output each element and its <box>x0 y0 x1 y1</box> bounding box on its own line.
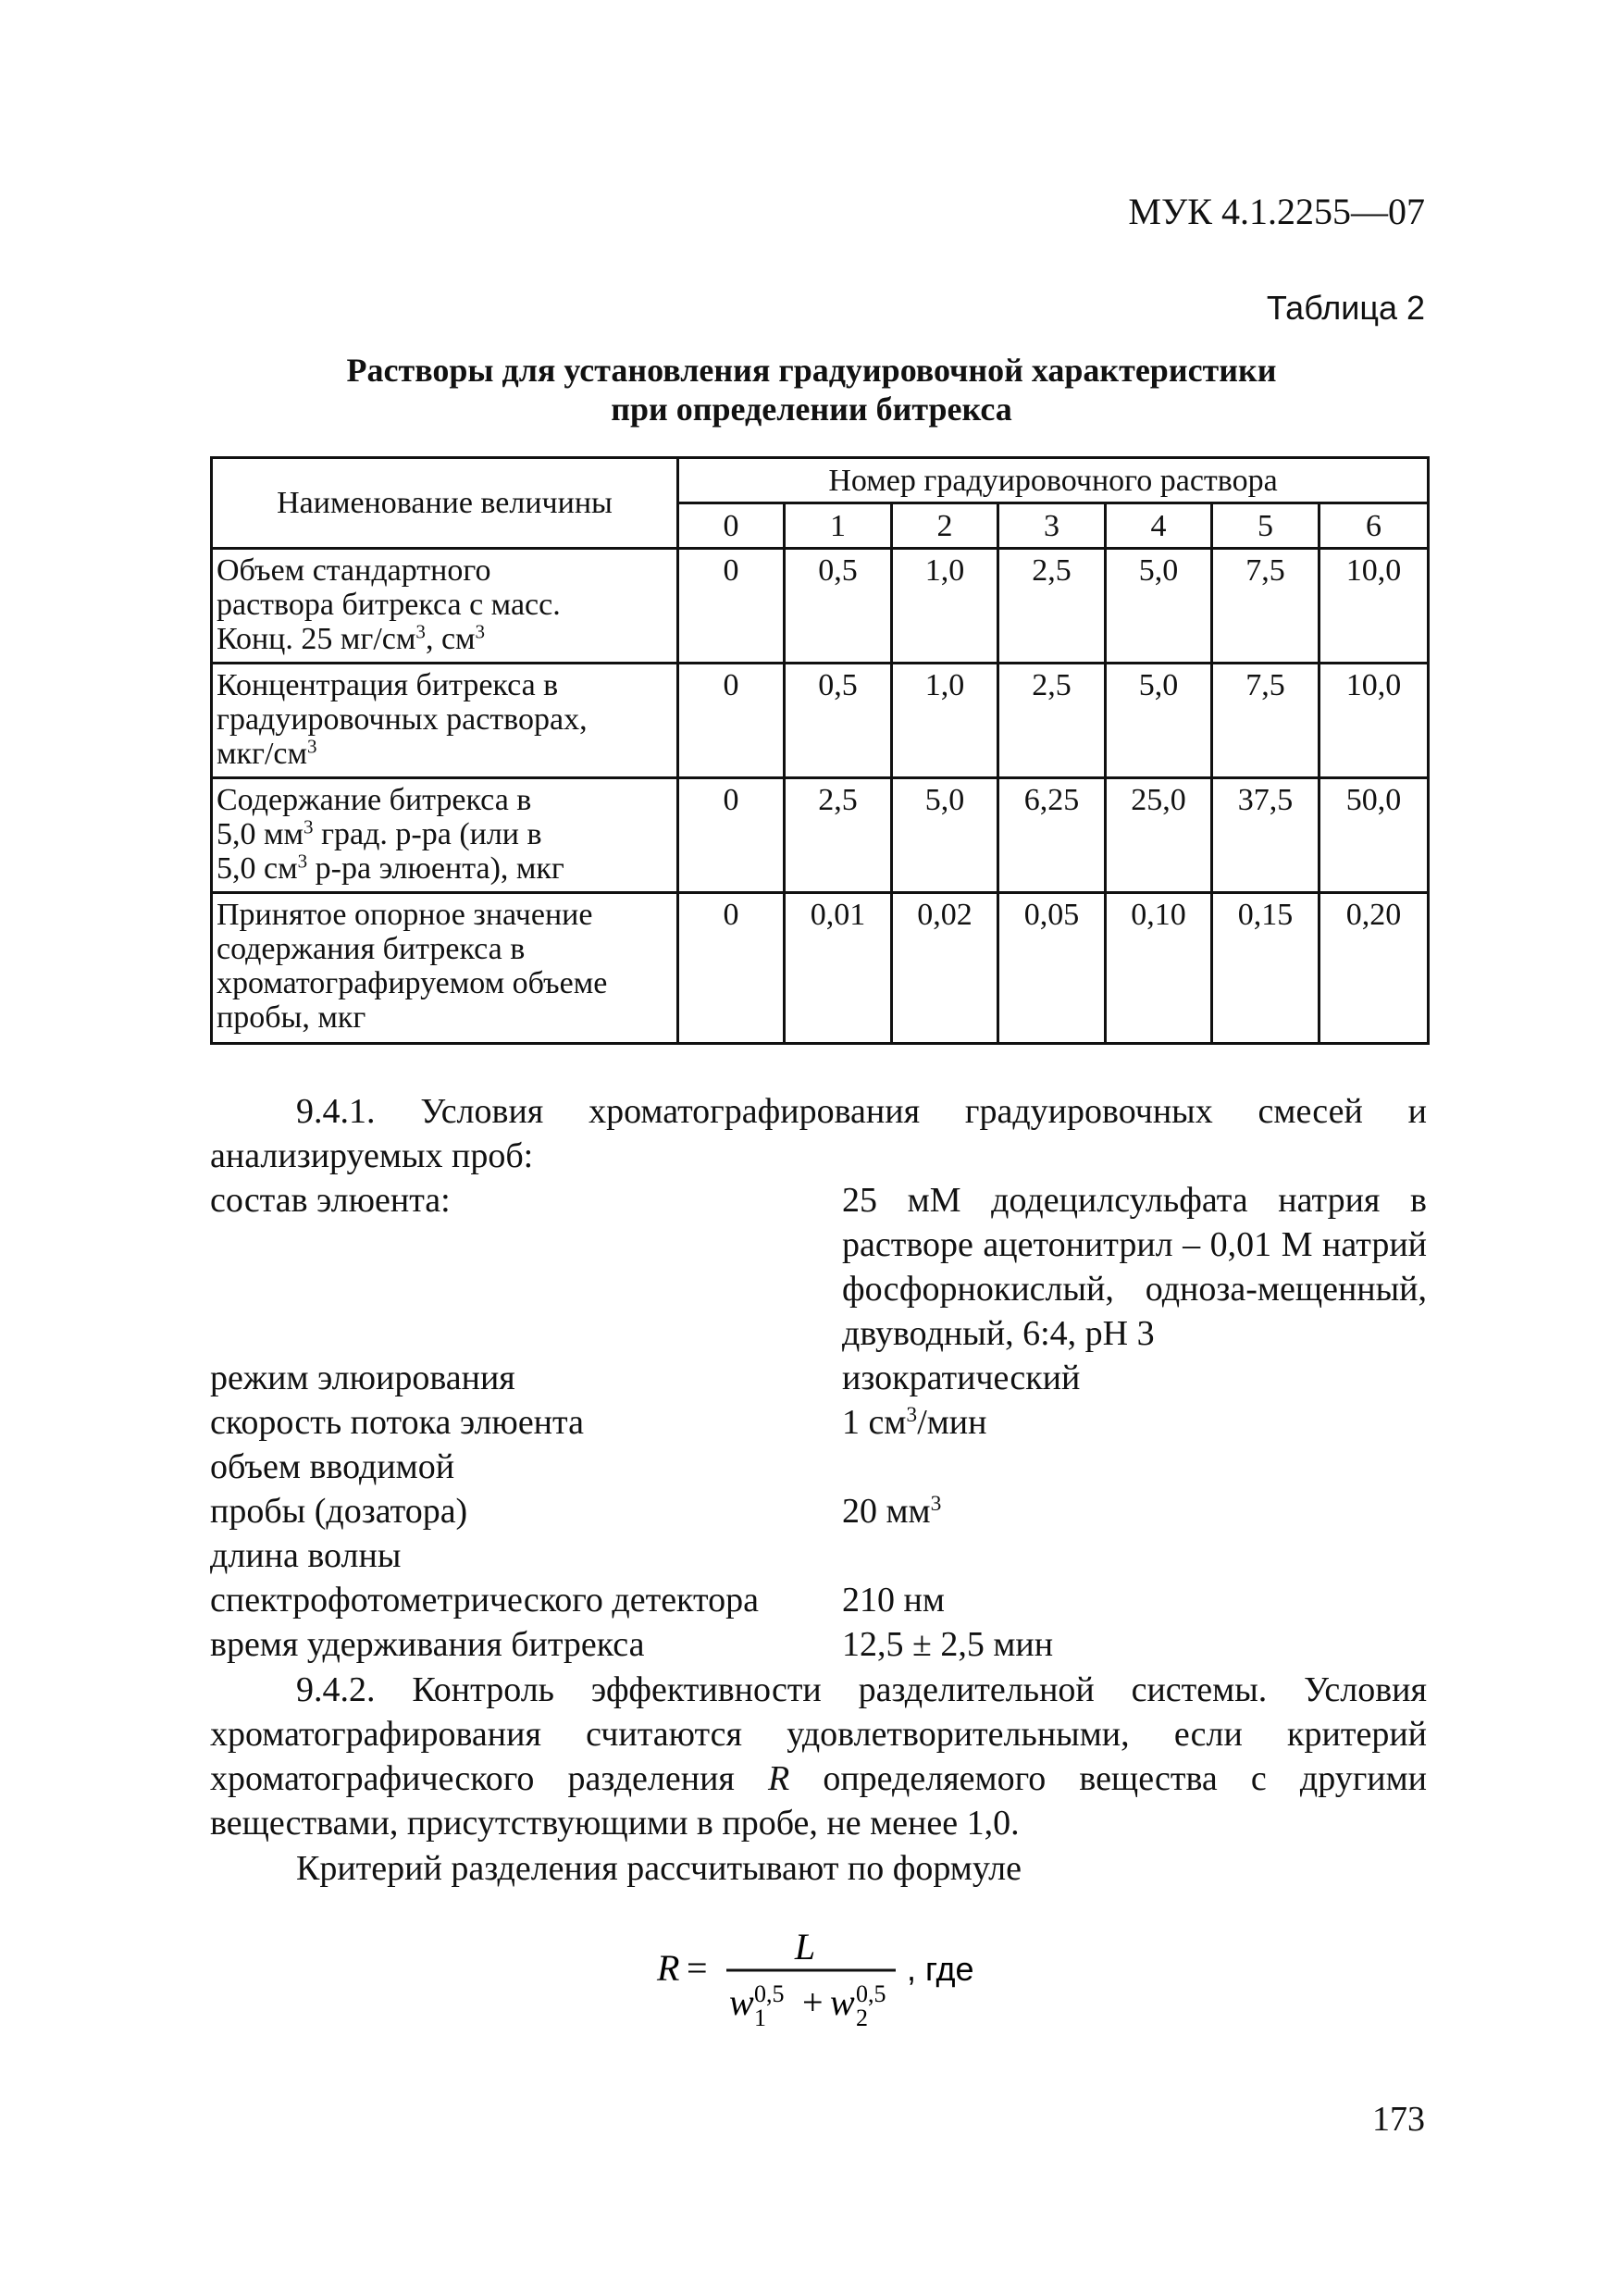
col-number: 5 <box>1212 503 1319 549</box>
table-row <box>212 549 1429 664</box>
condition-mode: режим элюирования изократический <box>210 1359 1081 1397</box>
table-cell: 0,02 <box>892 893 998 1044</box>
table-title-line1: Растворы для установления градуировочной характеристики <box>346 352 1277 389</box>
col-number: 0 <box>678 503 785 549</box>
table-cell: 5,0 <box>1106 664 1212 778</box>
condition-wave-2: спектрофотометрического детектора 210 нм <box>210 1581 945 1620</box>
table-cell: 0,5 <box>785 549 892 664</box>
table-cell: 7,5 <box>1212 549 1319 664</box>
table-cell: 0,05 <box>998 893 1106 1044</box>
table-number-label: Таблица 2 <box>1266 289 1425 327</box>
formula-sub1: 1 <box>754 2004 766 2031</box>
formula-exp1: 0,5 <box>754 1980 785 2007</box>
table-row <box>212 664 1429 778</box>
table-cell: 5,0 <box>892 778 998 893</box>
formula-lhs: R <box>657 1947 680 1989</box>
table-row <box>212 893 1429 1044</box>
row-name: Принятое опорное значение содержания битрекса в хроматографируемом объеме пробы, мкг <box>212 893 678 1044</box>
table-cell: 0,10 <box>1106 893 1212 1044</box>
table-cell: 50,0 <box>1319 778 1429 893</box>
formula-w2: w <box>830 1981 855 2023</box>
page-number: 173 <box>1372 2100 1425 2139</box>
table-title-line2: при определении битрекса <box>611 391 1012 428</box>
col-number: 2 <box>892 503 998 549</box>
table-cell: 37,5 <box>1212 778 1319 893</box>
table-cell: 2,5 <box>998 549 1106 664</box>
formula-numerator: L <box>794 1926 816 1967</box>
table-cell: 0,5 <box>785 664 892 778</box>
table-cell: 2,5 <box>998 664 1106 778</box>
table-cell: 7,5 <box>1212 664 1319 778</box>
col-group-header: Номер градуировочного раствора <box>678 458 1429 503</box>
col-name-header: Наименование величины <box>212 458 678 549</box>
table-cell: 0,01 <box>785 893 892 1044</box>
condition-volume-2: пробы (дозатора) 20 $мм^3$ <box>210 1492 942 1531</box>
formula-tail: , где <box>907 1950 974 1988</box>
table-cell: 25,0 <box>1106 778 1212 893</box>
conditions-list <box>210 1178 1427 1667</box>
table-cell: 0 <box>678 549 785 664</box>
formula-sub2: 2 <box>856 2004 868 2031</box>
col-number: 6 <box>1319 503 1429 549</box>
paragraph-criterion: Критерий разделения рассчитывают по формуле <box>296 1849 1022 1888</box>
table-cell: 2,5 <box>785 778 892 893</box>
table-cell: 10,0 <box>1319 664 1429 778</box>
condition-eluent: состав элюента: 25 мМ додецилсульфата натрия в растворе ацетонитрил – 0,01 М натрий фосфорнокислый, одноза-мещенный, двуводный, 6:4, рН 3 <box>210 1181 1427 1353</box>
document-code: МУК 4.1.2255—07 <box>1128 191 1425 232</box>
col-number: 3 <box>998 503 1106 549</box>
table-cell: 10,0 <box>1319 549 1429 664</box>
condition-retention: время удерживания битрекса 12,5 ± 2,5 мин <box>210 1625 1054 1664</box>
table-cell: 5,0 <box>1106 549 1212 664</box>
separation-formula <box>648 1911 1018 2031</box>
table-cell: 0,20 <box>1319 893 1429 1044</box>
formula-exp2: 0,5 <box>856 1980 886 2007</box>
table-row <box>212 778 1429 893</box>
calibration-table <box>210 456 1430 1045</box>
condition-wave-1: длина волны <box>210 1536 402 1575</box>
table-cell: 0 <box>678 664 785 778</box>
paragraph-942: 9.4.2. Контроль эффективности разделительной системы. Условия хроматографирования считаются удовлетворительными, если критерий хроматографического разделения R определяемого вещества с другими веществами, присутствующими в пробе, не менее 1,0. <box>210 1670 1428 1843</box>
table-header-row <box>212 458 1429 503</box>
table-cell: 0 <box>678 778 785 893</box>
row-name: Содержание битрекса в 5,0 $мм^3$ град. р-ра (или в 5,0 $см^3$ р-ра элюента), мкг <box>212 778 678 893</box>
col-number: 1 <box>785 503 892 549</box>
condition-flow: скорость потока элюента 1 $см^3$/мин <box>210 1403 987 1442</box>
formula-equals: = <box>687 1947 708 1989</box>
table-cell: 0,15 <box>1212 893 1319 1044</box>
table-cell: 1,0 <box>892 664 998 778</box>
row-name: Объем стандартного раствора битрекса с масс. Конц. 25 $мг/см^3$, $см^3$ <box>212 549 678 664</box>
col-number: 4 <box>1106 503 1212 549</box>
table-cell: 0 <box>678 893 785 1044</box>
formula-plus: + <box>802 1981 824 2023</box>
paragraph-941-intro: 9.4.1. Условия хроматографирования градуировочных смесей и анализируемых проб: <box>210 1092 1427 1175</box>
table-cell: 6,25 <box>998 778 1106 893</box>
formula-w1: w <box>729 1981 754 2023</box>
table-cell: 1,0 <box>892 549 998 664</box>
row-name: Концентрация битрекса в градуировочных растворах, мкг/$см^3$ <box>212 664 678 778</box>
condition-volume-1: объем вводимой <box>210 1447 455 1486</box>
